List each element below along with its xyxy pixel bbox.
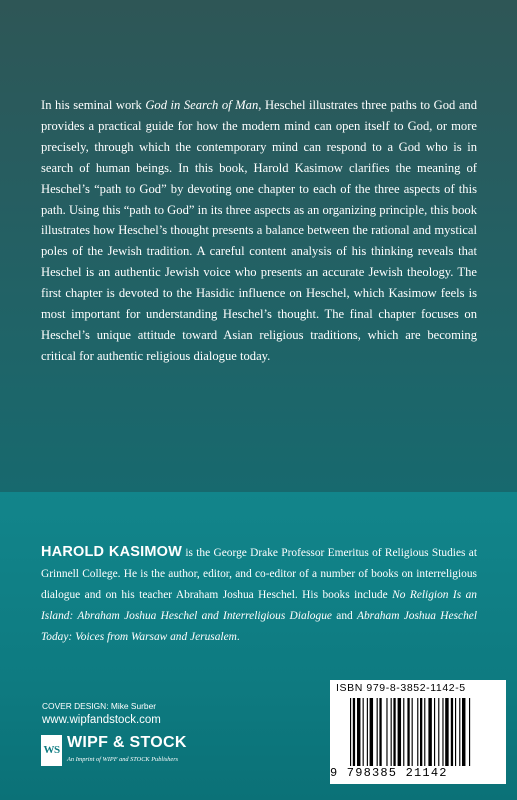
barcode-bar <box>469 698 470 766</box>
book-description <box>41 95 477 367</box>
barcode-icon <box>350 698 506 766</box>
barcode-bar <box>451 698 453 766</box>
description-text: In his seminal work <box>41 98 146 112</box>
barcode-bar <box>417 698 418 766</box>
author-book-title: Abraham Joshua Heschel Today: Voices from Warsaw and Jerusalem <box>41 609 477 643</box>
barcode-bar <box>357 698 360 766</box>
description-text: , Heschel illustrates three paths to God and provides a practical guide for how the modern mind can open itself to God, or more precisely, through which the contemporary mind can respond to a God who is in search of human beings. In this book, Harold Kasimow clarifies the meaning of Heschel’s “path to God” by devoting one chapter to each of the three aspects of this path. Using this “path to God” in its three aspects as an organizing principle, this book illustrates how Heschel’s thought presents a balance between the rational and mystical poles of the Jewish tradition. A careful content analysis of his thinking reveals that Heschel is an authentic Jewish voice who presents an accurate Jewish theology. The first chapter is devoted to the Hasidic influence on Heschel, which Kasimow feels is most important for understanding Heschel’s thought. The final chapter focuses on Heschel’s unique attitude toward Asian religious traditions, which are becoming critical for authentic religious dialogue today. <box>41 98 478 363</box>
barcode-bar <box>455 698 456 766</box>
description-book-title: God in Search of Man <box>145 98 259 112</box>
barcode-bar <box>391 698 392 766</box>
author-name: HAROLD KASIMOW <box>41 544 183 560</box>
barcode-bar <box>403 698 404 766</box>
barcode-bar <box>434 698 435 766</box>
barcode-bar <box>424 698 425 766</box>
author-bio-text: is the George Drake Professor Emeritus of Religious Studies at Grinnell College. He is the author, editor, and co-editor of a number of books on interreligious dialogue and on his teacher Abraham Joshua Heschel. His books include <box>41 547 477 601</box>
publisher-imprint: An Imprint of WIPF and STOCK Publishers <box>67 756 179 763</box>
publisher-url: www.wipfandstock.com <box>42 714 161 726</box>
barcode-bar <box>462 698 465 766</box>
publisher-name: WIPF & STOCK <box>67 734 187 751</box>
author-bio-text: and <box>331 609 358 622</box>
barcode-bar <box>459 698 460 766</box>
barcode-bar <box>367 698 368 766</box>
isbn-label: ISBN 979-8-3852-1142-5 <box>336 682 466 694</box>
barcode-digits: 9 798385 21142 <box>330 766 448 780</box>
author-bio <box>41 542 477 648</box>
barcode-bar <box>420 698 422 766</box>
barcode-bar <box>363 698 364 766</box>
author-bio-text: . <box>236 630 240 643</box>
barcode-bar <box>386 698 387 766</box>
barcode-bar <box>379 698 381 766</box>
barcode-bar <box>353 698 355 766</box>
barcode-bar <box>442 698 443 766</box>
publisher-ws-icon: WS <box>41 735 62 766</box>
author-book-title: No Religion Is an Island: Abraham Joshua Heschel and Interreligious Dialogue <box>41 588 477 622</box>
cover-design-credit: COVER DESIGN: Mike Surber <box>42 701 157 711</box>
barcode-bar <box>393 698 395 766</box>
barcode-bar <box>445 698 448 766</box>
barcode-bar <box>428 698 431 766</box>
barcode-bar <box>398 698 401 766</box>
barcode-bar <box>350 698 351 766</box>
barcode-bar <box>407 698 409 766</box>
barcode-bar <box>438 698 439 766</box>
barcode-bar <box>412 698 413 766</box>
publisher-logo <box>41 735 241 769</box>
barcode-bar <box>370 698 373 766</box>
isbn-barcode-block <box>330 680 506 784</box>
barcode-bar <box>377 698 378 766</box>
